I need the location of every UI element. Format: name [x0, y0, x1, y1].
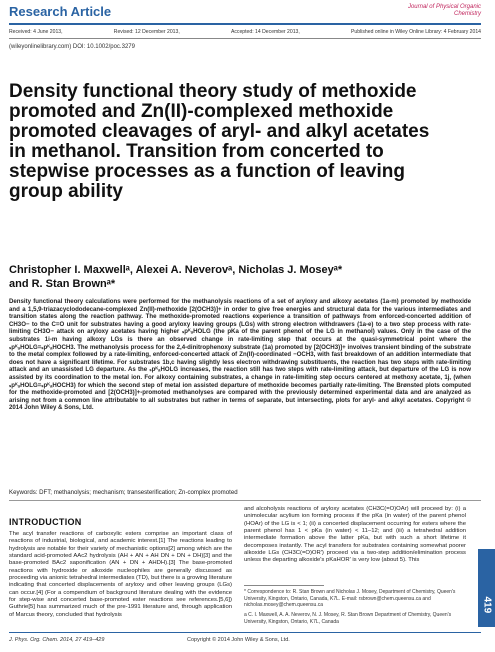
- keywords: Keywords: DFT; methanolysis; mechanism; transesterification; Zn-complex promoted: [9, 489, 238, 496]
- journal-citation: J. Phys. Org. Chem. 2014, 27 419–429: [9, 637, 105, 643]
- section-label: Research Article: [9, 4, 112, 19]
- article-dates: [9, 29, 481, 35]
- footer-rule: [9, 632, 481, 633]
- section-heading: INTRODUCTION: [9, 517, 82, 527]
- dates-rule: [9, 38, 481, 39]
- affiliation-footnote: a C. I. Maxwell, A. A. Neverov, N. J. Mosey, R. Stan Brown Department of Chemistry, Queen's University, Kingston, Ontario, K7L, Canada: [244, 612, 452, 625]
- doi-line[interactable]: (wileyonlinelibrary.com) DOI: 10.1002/poc.3279: [9, 44, 135, 50]
- author-list: [9, 263, 449, 291]
- abstract: Density functional theory calculations were performed for the methanolysis reactions of a set of aryloxy and alkoxy acetates (1a-m) promoted by methoxide and a 1,5,9-triazacyclododecane-complexed Zn(II)-methoxide [2(OCH3)]+ in order to give free energies and structural data for the various intermediates and transition states along the reaction pathway. The methoxide-promoted reactions experience a transition of pathways from enforced-concerted addition of CH3O− to the C=O unit for substrates having a good aryloxy leaving groups (LGs) with strong electron withdrawers (1a-e) to a two step process with rate-limiting CH3O− attack on aryloxy acetates having higher ₛpᴷₐHOLG (the pKa of the parent phenol of the LG in methanol) values. Only in the case of the substrates 1i-m having alkoxy LGs is there an observed change in rate-limiting step that occurs at the quasi-symmetrical point where the ₛpᴷₐHOLG=ₛpᴷₐHOCH3. The methanolysis process for the 2,4-dinitrophenoxy substrate (1a) promoted by [2(OCH3)]+ involves transient binding of the substrate to the metal complex followed by a rate-limiting, enforced-concerted attack of Zn(II)-coordinated −OCH3, with fast breakdown of an addition intermediate that does not have a significant lifetime. For substrates 1b,c having slightly less electron withdrawing substituents, the reaction has two steps with rate-limiting attack and an unassisted LG departure. As the ₛpᴷₐHOLG increases, the reaction still has two steps with rate-limiting attack, but departure of the LG is now assisted by its coordination to the metal ion. For alkoxy containing substrates, a change in rate-limiting step occurs centered at methoxy acetate, 1j, (when ₛpᴷₐHOLG=ₛpᴷₐHOCH3) for which the second step of metal ion assisted departure of methoxide becomes partially rate-limiting. The Brønsted plots computed for the methoxide-promoted and [2(OCH3)]+-promoted methanolyses are compared with the previously determined experimental data and are analyzed as arising not from a common line attributable to all substrates but rather in terms of separate, but intersecting, plots for aryl- and alkyl acetates. Copyright © 2014 John Wiley & Sons, Ltd.: [9, 298, 471, 412]
- authors-line-1: Christopher I. Maxwellᵃ, Alexei A. Neverovᵃ, Nicholas J. Moseyᵃ*: [9, 264, 343, 276]
- revised-date: Revised: 12 December 2013,: [113, 29, 180, 35]
- header-rule: [9, 23, 481, 25]
- footnote-rule: [244, 585, 324, 586]
- journal-logo: Journal of Physical Organic Chemistry: [407, 4, 481, 17]
- published-date: Published online in Wiley Online Library: 4 February 2014: [351, 29, 481, 35]
- received-date: Received: 4 June 2013,: [9, 29, 63, 35]
- page-number-tab: [478, 549, 495, 627]
- correspondence-footnote: * Correspondence to: R. Stan Brown and Nicholas J. Mosey, Department of Chemistry, Queen's University, Kingston, Ontario, Canada, K7L. E-mail: rsbrown@chem.queensu.ca and nicholas.mosey@chem.queensu.ca: [244, 589, 456, 609]
- keywords-rule: [9, 500, 481, 501]
- body-column-left: The acyl transfer reactions of carboxylic esters comprise an important class of reactions of industrial, biological, and academic interest.[1] The reactions leading to hydrolysis are notable for their variety of mechanistic options[2] among which are the standard acid-promoted AAc2 hydrolysis (AH + AN + AH DN + DN + DH)[3] and the base-promoted BAc2 saponification (AN + DN + AHDH).[3] The base-promoted reactions with hydroxide or alkoxide nucleophiles are generally discussed as proceeding via anionic tetrahedral intermediates (TD), but there is a growing literature indicating that concerted displacements of aryloxy and other leaving groups (LGs) can occur.[4] (For a compendium of background literature dealing with the evidence for step-wise and concerted base-promoted ester reactions see references.[5,6]) Guthrie[5] has summarized much of the pre-1991 literature and, through application of Marcus theory, concluded that hydrolysis: [9, 531, 232, 618]
- body-column-right: and alcoholysis reactions of aryloxy acetates (CH3C(=O)OAr) will proceed by: (i) a unimolecular acylium ion forming process if the pKa (in water) of the parent phenol (HOAr) of the LG is < 1; (ii) a concerted displacement occurring for esters where the parent phenol has 1 < pKa (in water) < 11–12; and (iii) a tetrahedral addition intermediate formation above the latter pKa, but with such a short lifetime it decomposes instantly. The acyl transfers for substrates containing somewhat poorer alkoxide LGs (CH3C(=O)OR') proceed via a two-step addition/elimination process unless the departing alkoxide's pKaHOR' is very low (about 5). This: [244, 506, 466, 564]
- authors-line-2: and R. Stan Brownᵃ*: [9, 278, 116, 290]
- article-title: Density functional theory study of methoxide promoted and Zn(II)-complexed methoxide promoted cleavages of aryl- and alkyl acetates in methanol. Transition from concerted to stepwise processes as a function of leaving group ability: [9, 81, 430, 202]
- page-number: 419: [481, 596, 493, 614]
- accepted-date: Accepted: 14 December 2013,: [230, 29, 300, 35]
- copyright-notice: Copyright © 2014 John Wiley & Sons, Ltd.: [187, 637, 290, 643]
